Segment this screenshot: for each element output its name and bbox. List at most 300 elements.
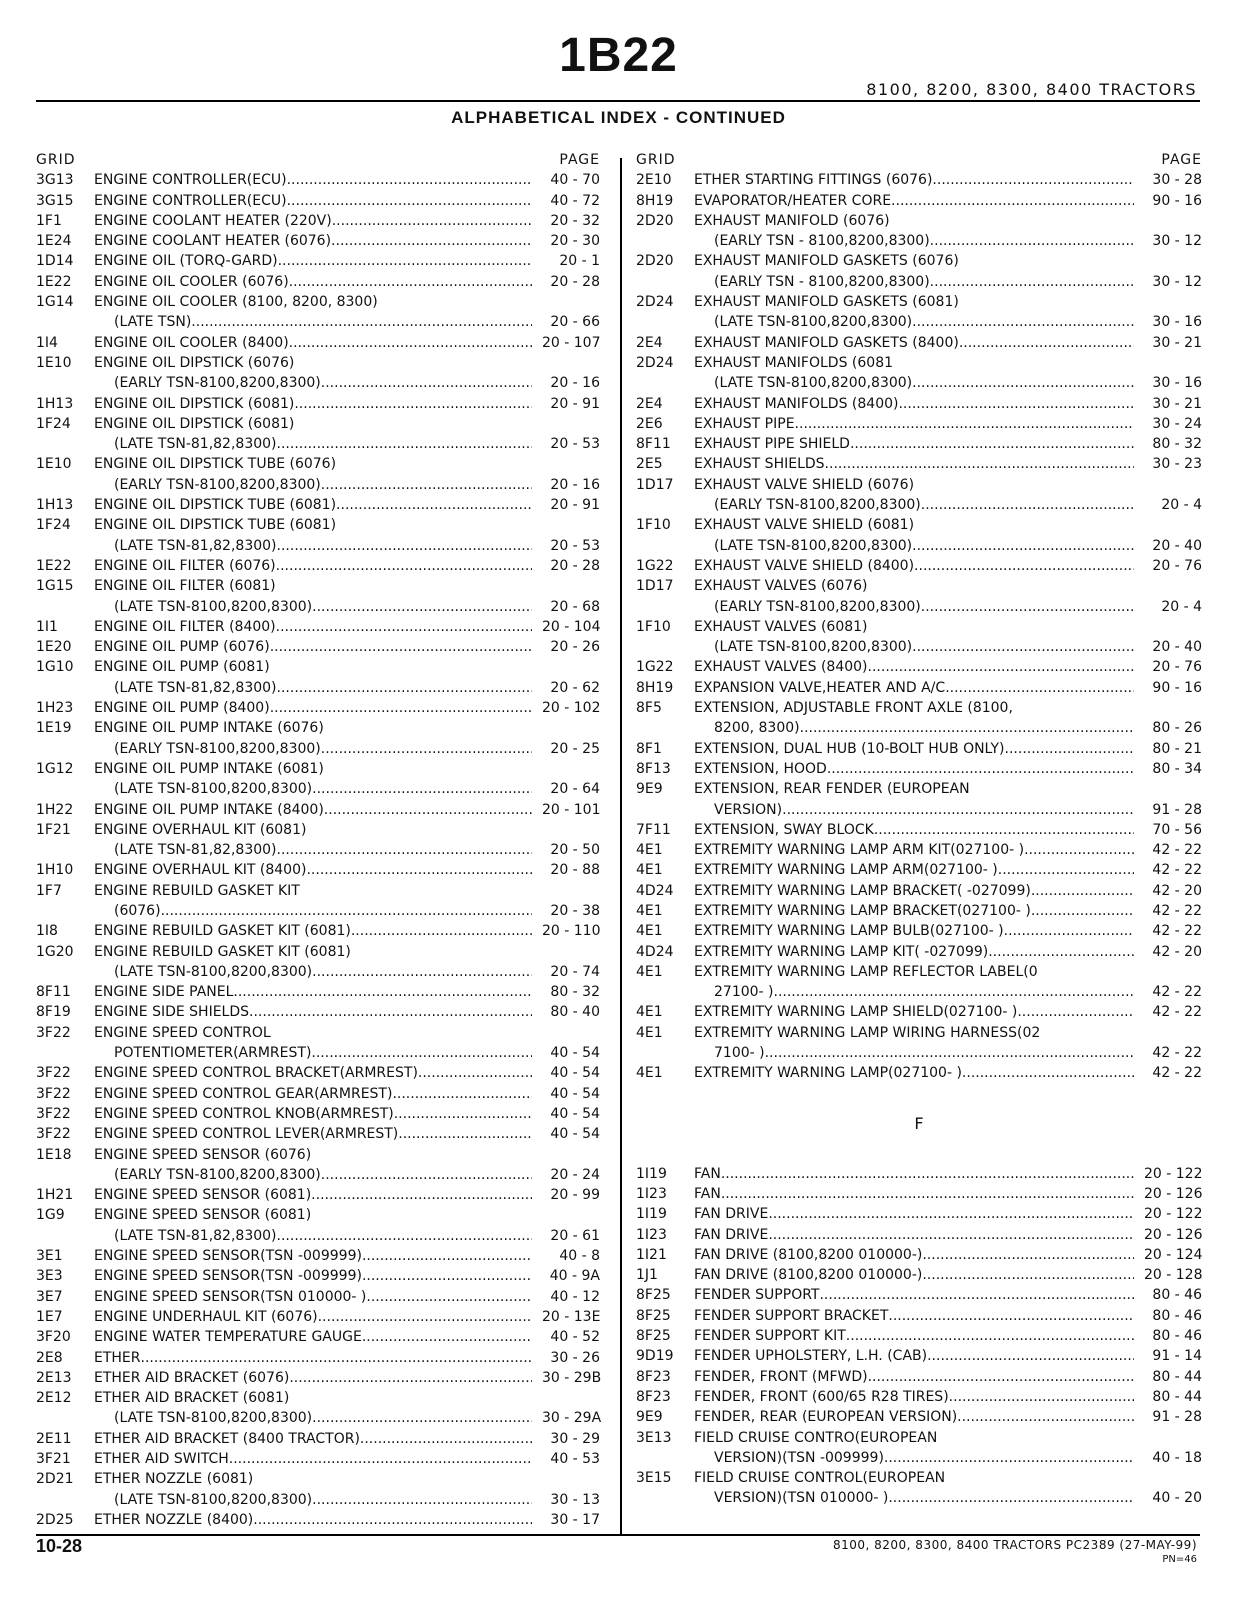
- index-entry: [636, 515, 1202, 535]
- index-entry: [36, 1185, 600, 1205]
- entry-description-cell: [694, 1306, 1134, 1326]
- index-entry: [36, 1327, 600, 1347]
- entry-description-cell: [694, 394, 1134, 414]
- grid-code: 3E7: [36, 1288, 63, 1305]
- grid-code: 1F21: [36, 821, 71, 838]
- entry-description-cell: [694, 454, 1134, 474]
- page-ref: [1134, 962, 1202, 982]
- entry-description-cell: [94, 394, 532, 414]
- grid-code: [36, 475, 94, 495]
- grid-code: [36, 962, 94, 982]
- leader-dots: [932, 170, 1134, 190]
- page-ref: 20 - 91: [550, 395, 600, 412]
- entry-description-cell: [694, 231, 1134, 251]
- entry-description: ENGINE OIL DIPSTICK (6076): [94, 354, 295, 371]
- grid-code: 2D21: [36, 1471, 74, 1488]
- entry-description-cell: [694, 1063, 1134, 1083]
- page-ref: 80 - 46: [1152, 1328, 1202, 1345]
- right-index-column: [636, 150, 1202, 1509]
- index-entry: [36, 191, 600, 211]
- entry-description: (EARLY TSN-8100,8200,8300): [114, 1166, 321, 1183]
- entry-description-cell: [94, 718, 532, 738]
- entry-description-cell: [94, 1246, 532, 1266]
- index-entry: [36, 292, 600, 312]
- page-number: 10-28: [36, 1536, 83, 1556]
- entry-description-cell: [94, 1469, 532, 1489]
- entry-description-cell: [94, 251, 532, 271]
- page-ref: 20 - 76: [1152, 557, 1202, 574]
- grid-code: 1E19: [36, 720, 72, 737]
- grid-code: 8F25: [636, 1328, 671, 1345]
- leader-dots: [962, 1063, 1134, 1083]
- leader-dots: [270, 637, 532, 657]
- entry-description-cell: [694, 1468, 1134, 1488]
- entry-description: ENGINE SPEED CONTROL LEVER(ARMREST): [94, 1126, 399, 1143]
- entry-description-cell: [94, 231, 532, 251]
- entry-description: EXTREMITY WARNING LAMP BULB(027100- ): [694, 923, 1004, 940]
- index-entry: [36, 678, 600, 698]
- leader-dots: [278, 251, 532, 271]
- page-ref: 42 - 22: [1152, 1065, 1202, 1082]
- page-ref: 80 - 46: [1152, 1287, 1202, 1304]
- entry-description-cell: [694, 779, 1134, 799]
- entry-description-cell: [94, 617, 532, 637]
- entry-description: ENGINE SIDE PANEL: [94, 984, 234, 1001]
- leader-dots: [825, 454, 1134, 474]
- entry-description-cell: [94, 1043, 532, 1063]
- index-entry: [36, 231, 600, 251]
- entry-description: VERSION)(TSN -009999): [714, 1449, 884, 1466]
- entry-description-cell: [94, 170, 532, 190]
- entry-description-cell: [694, 820, 1134, 840]
- entry-description-cell: [94, 1226, 532, 1246]
- grid-code: 4E1: [636, 923, 663, 940]
- leader-dots: [868, 657, 1134, 677]
- entry-description-cell: [94, 942, 532, 962]
- entry-description: EXHAUST VALVE SHIELD (8400): [694, 557, 915, 574]
- page-ref: 40 - 53: [550, 1451, 600, 1467]
- page-ref: [532, 942, 600, 962]
- entry-description-cell: [694, 1346, 1134, 1366]
- leader-dots: [332, 211, 532, 231]
- grid-code: 1I21: [636, 1246, 667, 1263]
- grid-code: 8F13: [636, 760, 671, 777]
- leader-dots: [321, 739, 532, 759]
- index-entry: [636, 394, 1202, 414]
- document-subtitle: 8100, 8200, 8300, 8400 TRACTORS: [866, 80, 1197, 99]
- index-entry: [636, 678, 1202, 698]
- index-entry: [636, 860, 1202, 880]
- entry-description-cell: [694, 637, 1134, 657]
- entry-description-cell: [94, 556, 532, 576]
- page-ref: 80 - 21: [1152, 740, 1202, 757]
- entry-description-cell: [694, 718, 1134, 738]
- grid-code: 3F22: [36, 1126, 71, 1143]
- page-column-label: PAGE: [559, 152, 600, 168]
- grid-code: [36, 779, 94, 799]
- index-entry: [636, 617, 1202, 637]
- page-ref: 20 - 74: [550, 963, 600, 980]
- index-entry: [636, 739, 1202, 759]
- grid-column-label: GRID: [636, 152, 676, 168]
- grid-code: 8F25: [636, 1287, 671, 1304]
- leader-dots: [988, 942, 1134, 962]
- page-ref: 80 - 32: [1152, 436, 1202, 453]
- entry-description: ENGINE OIL DIPSTICK (6081): [94, 415, 295, 432]
- entry-description-cell: [694, 617, 1134, 637]
- entry-description-cell: [694, 597, 1134, 617]
- footer-doc-info: 8100, 8200, 8300, 8400 TRACTORS PC2389 (27-MAY-99): [832, 1538, 1197, 1552]
- entry-description-cell: [694, 211, 1134, 231]
- leader-dots: [321, 373, 532, 393]
- entry-description-cell: [94, 272, 532, 292]
- index-entry: [636, 1306, 1202, 1326]
- grid-code: 4E1: [636, 963, 663, 980]
- entry-description-cell: [694, 536, 1134, 556]
- index-entry: [36, 718, 600, 738]
- entry-description-cell: [94, 1510, 532, 1530]
- entry-description-cell: [94, 678, 532, 698]
- entry-description: ENGINE OIL FILTER (6081): [94, 578, 276, 595]
- grid-code: 3G15: [36, 192, 74, 209]
- index-entry: [36, 1429, 600, 1449]
- grid-code: 9E9: [636, 781, 663, 798]
- grid-code: [36, 434, 94, 454]
- grid-code: 4E1: [636, 842, 663, 859]
- entry-description: (EARLY TSN-8100,8200,8300): [114, 375, 321, 392]
- grid-code: 1H13: [36, 395, 74, 412]
- index-entry: [636, 901, 1202, 921]
- grid-code: 1G22: [636, 557, 674, 574]
- grid-code: 1E20: [36, 639, 72, 656]
- index-entry: [36, 495, 600, 515]
- leader-dots: [800, 718, 1134, 738]
- entry-description-cell: [94, 434, 532, 454]
- entry-description-cell: [94, 1145, 532, 1165]
- page-ref: 20 - 66: [550, 314, 600, 331]
- page-ref: 20 - 40: [1152, 639, 1202, 656]
- entry-description: EXTREMITY WARNING LAMP SHIELD(027100- ): [694, 1004, 1018, 1021]
- page-ref: [1134, 698, 1202, 718]
- leader-dots: [418, 1063, 532, 1083]
- leader-dots: [884, 1448, 1134, 1468]
- grid-code: 3F20: [36, 1329, 71, 1346]
- entry-description: FAN: [694, 1165, 721, 1182]
- page-column-label: PAGE: [1161, 152, 1202, 168]
- left-column-header: [36, 150, 600, 170]
- leader-dots: [289, 272, 532, 292]
- index-entry: [636, 637, 1202, 657]
- leader-dots: [912, 373, 1134, 393]
- grid-code: 8F5: [636, 700, 662, 717]
- entry-description: ENGINE REBUILD GASKET KIT: [94, 882, 300, 899]
- entry-description-cell: [94, 982, 532, 1002]
- top-rule: [36, 100, 1200, 102]
- grid-code: [36, 1043, 94, 1063]
- index-entry: [636, 597, 1202, 617]
- page-ref: [1134, 779, 1202, 799]
- index-entry: [36, 414, 600, 434]
- index-entry: [36, 617, 600, 637]
- leader-dots: [912, 536, 1134, 556]
- index-entry: [36, 576, 600, 596]
- page-ref: [532, 881, 600, 901]
- index-entry: [636, 495, 1202, 515]
- entry-description: ENGINE SPEED SENSOR(TSN -009999): [94, 1248, 362, 1265]
- entry-description-cell: [694, 353, 1134, 373]
- index-entry: [36, 1449, 600, 1469]
- grid-code: [36, 678, 94, 698]
- entry-description: ETHER NOZZLE (8400): [94, 1511, 254, 1528]
- entry-description: EXHAUST PIPE SHIELD: [694, 436, 850, 453]
- entry-description: EXTENSION, ADJUSTABLE FRONT AXLE (8100,: [694, 700, 1013, 717]
- index-entry: [636, 1204, 1202, 1224]
- left-index-rows: [36, 170, 600, 1530]
- index-entry: [636, 800, 1202, 820]
- index-entry: [636, 962, 1202, 982]
- entry-description: ENGINE OIL PUMP (8400): [94, 700, 270, 717]
- page-ref: [1134, 576, 1202, 596]
- entry-description: (LATE TSN-8100,8200,8300): [114, 963, 313, 980]
- entry-description-cell: [94, 1165, 532, 1185]
- entry-description: (LATE TSN): [114, 314, 192, 331]
- entry-description: EXTENSION, SWAY BLOCK: [694, 821, 874, 838]
- entry-description-cell: [694, 1387, 1134, 1407]
- grid-code: 3F22: [36, 1065, 71, 1082]
- page-ref: 30 - 29B: [542, 1369, 602, 1386]
- index-entry: [636, 373, 1202, 393]
- leader-dots: [321, 475, 532, 495]
- grid-code: 1I23: [636, 1226, 667, 1243]
- index-entry: [636, 1488, 1202, 1508]
- leader-dots: [782, 800, 1134, 820]
- grid-code: [636, 718, 694, 738]
- entry-description: EVAPORATOR/HEATER CORE: [694, 192, 892, 209]
- entry-description: POTENTIOMETER(ARMREST): [114, 1045, 312, 1062]
- leader-dots: [312, 779, 532, 799]
- entry-description-cell: [94, 1449, 532, 1469]
- entry-description-cell: [694, 414, 1134, 434]
- entry-description: ENGINE REBUILD GASKET KIT (6081): [94, 943, 351, 960]
- entry-description-cell: [94, 820, 532, 840]
- page-ref: 30 - 28: [1152, 172, 1202, 189]
- entry-description: EXHAUST PIPE: [694, 415, 795, 432]
- index-entry: [636, 1164, 1202, 1184]
- index-entry: [36, 1368, 600, 1388]
- leader-dots: [306, 860, 532, 880]
- entry-description: ENGINE UNDERHAUL KIT (6076): [94, 1308, 318, 1325]
- grid-code: 3F22: [36, 1024, 71, 1041]
- entry-description-cell: [694, 1204, 1134, 1224]
- grid-code: 1I19: [636, 1165, 667, 1182]
- page-ref: 20 - 38: [550, 902, 600, 919]
- page-ref: 42 - 22: [1152, 1004, 1202, 1021]
- index-entry: [636, 921, 1202, 941]
- grid-code: 7F11: [636, 821, 671, 838]
- entry-description: (LATE TSN-81,82,8300): [114, 436, 277, 453]
- entry-description-cell: [94, 901, 532, 921]
- index-entry: [636, 454, 1202, 474]
- section-letter: F: [914, 1113, 924, 1133]
- index-entry: [36, 353, 600, 373]
- page-ref: [1134, 251, 1202, 271]
- entry-description-cell: [694, 1245, 1134, 1265]
- index-entry: [636, 191, 1202, 211]
- index-entry: [636, 840, 1202, 860]
- index-entry: [36, 1307, 600, 1327]
- grid-code: [36, 312, 94, 332]
- index-entry: [36, 921, 600, 941]
- page-ref: 20 - 128: [1144, 1267, 1203, 1284]
- entry-description: FENDER, FRONT (600/65 R28 TIRES): [694, 1388, 949, 1405]
- index-entry: [636, 779, 1202, 799]
- index-entry: [36, 1490, 600, 1510]
- page-ref: 30 - 16: [1152, 314, 1202, 331]
- entry-description-cell: [94, 495, 532, 515]
- leader-dots: [392, 1084, 532, 1104]
- page-ref: 30 - 17: [550, 1511, 600, 1528]
- leader-dots: [774, 982, 1135, 1002]
- page-ref: 40 - 9A: [549, 1268, 600, 1285]
- page-ref: 30 - 13: [550, 1491, 600, 1508]
- entry-description: ETHER NOZZLE (6081): [94, 1471, 254, 1488]
- page-ref: [1134, 515, 1202, 535]
- leader-dots: [949, 1387, 1134, 1407]
- entry-description: EXHAUST MANIFOLDS (8400): [694, 395, 899, 412]
- index-entry: [636, 1043, 1202, 1063]
- entry-description: EXPANSION VALVE,HEATER AND A/C: [694, 679, 946, 696]
- leader-dots: [912, 637, 1134, 657]
- entry-description-cell: [94, 312, 532, 332]
- entry-description: ENGINE OIL DIPSTICK TUBE (6076): [94, 456, 337, 473]
- leader-dots: [276, 556, 532, 576]
- page-ref: 80 - 44: [1152, 1388, 1202, 1405]
- entry-description-cell: [694, 1002, 1134, 1022]
- grid-code: [636, 637, 694, 657]
- page-ref: 20 - 30: [550, 233, 600, 250]
- index-entry: [36, 434, 600, 454]
- grid-code: 8F23: [636, 1368, 671, 1385]
- entry-description: (LATE TSN-8100,8200,8300): [714, 639, 913, 656]
- leader-dots: [868, 1367, 1134, 1387]
- leader-dots: [312, 962, 532, 982]
- leader-dots: [294, 394, 532, 414]
- entry-description-cell: [94, 881, 532, 901]
- entry-description: EXHAUST SHIELDS: [694, 456, 825, 473]
- leader-dots: [922, 1265, 1134, 1285]
- grid-code: 1E18: [36, 1146, 72, 1163]
- page-title: 1B22: [559, 29, 678, 82]
- entry-description-cell: [694, 312, 1134, 332]
- entry-description-cell: [94, 779, 532, 799]
- grid-code: 1G12: [36, 760, 74, 777]
- grid-code: [36, 597, 94, 617]
- grid-code: 1E7: [36, 1308, 63, 1325]
- index-entry: [636, 718, 1202, 738]
- entry-description-cell: [694, 901, 1134, 921]
- entry-description-cell: [94, 333, 532, 353]
- entry-description: ENGINE COOLANT HEATER (6076): [94, 233, 332, 250]
- page-ref: 20 - 53: [550, 436, 600, 453]
- entry-description-cell: [694, 333, 1134, 353]
- grid-code: 1H13: [36, 497, 74, 514]
- page-ref: 20 - 88: [550, 862, 600, 879]
- index-entry: [36, 536, 600, 556]
- index-entry: [36, 759, 600, 779]
- leader-dots: [276, 617, 532, 637]
- grid-code: 9E9: [636, 1409, 663, 1426]
- entry-description-cell: [694, 759, 1134, 779]
- footer-pn: PN=46: [1162, 1554, 1197, 1565]
- page-ref: 90 - 16: [1152, 192, 1202, 209]
- page-ref: [532, 759, 600, 779]
- leader-dots: [795, 414, 1134, 434]
- leader-dots: [287, 191, 532, 211]
- entry-description: ETHER AID BRACKET (6081): [94, 1390, 290, 1407]
- index-entry: [36, 170, 600, 190]
- grid-code: 8F23: [636, 1388, 671, 1405]
- grid-code: 2E4: [636, 395, 663, 412]
- leader-dots: [324, 800, 532, 820]
- entry-description-cell: [94, 1124, 532, 1144]
- entry-description: EXHAUST MANIFOLD (6076): [694, 212, 890, 229]
- index-entry: [36, 597, 600, 617]
- grid-code: 1G9: [36, 1207, 65, 1224]
- entry-description-cell: [94, 1287, 532, 1307]
- entry-description: ENGINE OIL DIPSTICK TUBE (6081): [94, 517, 337, 534]
- page-ref: [532, 1145, 600, 1165]
- leader-dots: [277, 1226, 532, 1246]
- entry-description: ETHER AID BRACKET (6076): [94, 1369, 290, 1386]
- leader-dots: [312, 597, 532, 617]
- index-entry: [36, 982, 600, 1002]
- entry-description: ENGINE OIL FILTER (6076): [94, 557, 276, 574]
- index-entry: [636, 1407, 1202, 1427]
- page-ref: 42 - 20: [1152, 943, 1202, 960]
- index-entry: [36, 860, 600, 880]
- grid-code: 1I4: [36, 334, 58, 351]
- entry-description: ENGINE OIL COOLER (6076): [94, 273, 289, 290]
- grid-code: 1H10: [36, 862, 74, 879]
- leader-dots: [270, 698, 532, 718]
- leader-dots: [394, 1104, 532, 1124]
- page-ref: 30 - 21: [1152, 334, 1202, 351]
- index-entry: [636, 536, 1202, 556]
- entry-description-cell: [94, 921, 532, 941]
- entry-description: EXHAUST MANIFOLD GASKETS (6081): [694, 294, 959, 311]
- index-entry: [636, 312, 1202, 332]
- leader-dots: [277, 840, 532, 860]
- entry-description: ENGINE OVERHAUL KIT (6081): [94, 821, 307, 838]
- entry-description-cell: [694, 251, 1134, 271]
- entry-description-cell: [94, 414, 532, 434]
- entry-description-cell: [694, 191, 1134, 211]
- grid-code: [636, 1043, 694, 1063]
- entry-description: (6076): [114, 902, 161, 919]
- index-entry: [636, 881, 1202, 901]
- page-ref: 20 - 99: [550, 1187, 600, 1204]
- leader-dots: [1017, 1002, 1134, 1022]
- page-ref: 42 - 22: [1152, 842, 1202, 859]
- entry-description-cell: [694, 942, 1134, 962]
- index-entry: [636, 1367, 1202, 1387]
- entry-description: EXHAUST VALVE SHIELD (6081): [694, 517, 915, 534]
- index-entry: [636, 556, 1202, 576]
- leader-dots: [321, 1165, 532, 1185]
- index-entry: [36, 962, 600, 982]
- grid-code: 1D17: [636, 476, 674, 493]
- grid-code: 2E5: [636, 456, 663, 473]
